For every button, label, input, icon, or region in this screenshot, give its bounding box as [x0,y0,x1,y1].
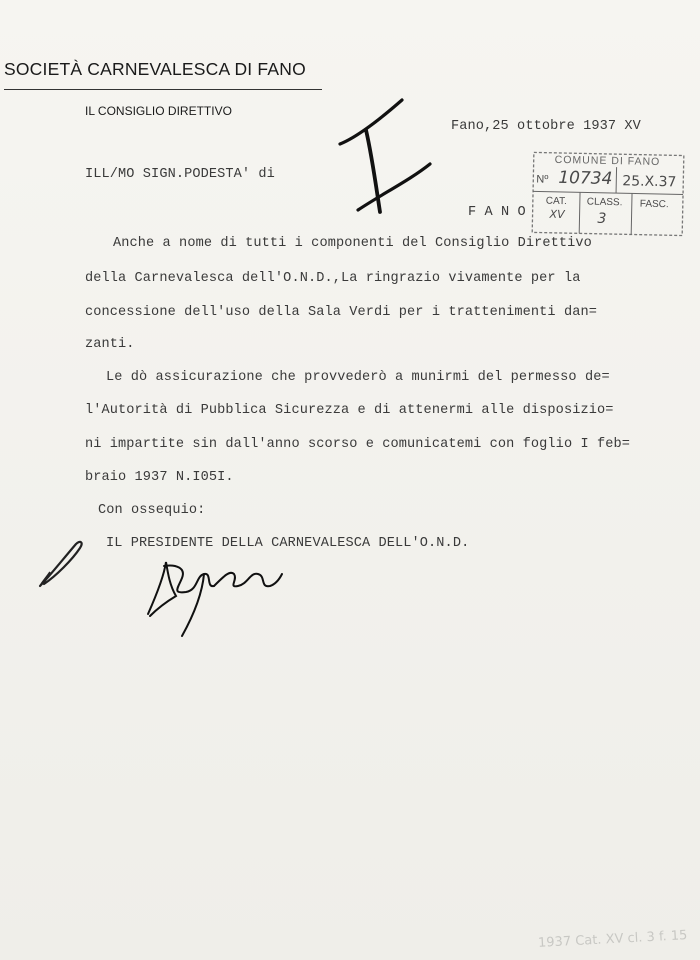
handwritten-roman-numeral-mark [336,94,436,222]
letter-closing: Con ossequio: [98,503,206,518]
stamp-fasc-label: FASC. [639,198,669,211]
stamp-number-label: Nº [536,173,549,186]
body-line: concessione dell'uso della Sala Verdi per i trattenimenti dan= [85,305,597,320]
stamp-date: 25.X.37 [622,173,677,191]
signature-title: IL PRESIDENTE DELLA CARNEVALESCA DELL'O.N.D. [106,536,470,551]
stamp-cat-value: XV [549,207,565,222]
stamp-cat-label: CAT. [545,195,567,208]
body-line: ni impartite sin dall'anno scorso e comunicatemi con foglio I feb= [85,437,630,452]
stamp-class-label: CLASS. [586,196,623,209]
stamp-header: COMUNE DI FANO [554,153,661,169]
letter-place: F A N O [468,205,526,220]
stamp-class-value: 3 [597,210,607,227]
body-line: della Carnevalesca dell'O.N.D.,La ringrazio vivamente per la [85,271,581,286]
letter-addressee: ILL/MO SIGN.PODESTA' di [85,167,275,182]
letter-date: Fano,25 ottobre 1937 XV [451,119,641,134]
body-line: Anche a nome di tutti i componenti del Consiglio Direttivo [113,236,592,251]
handwritten-signature [142,556,287,640]
faded-archive-note: 1937 Cat. XV cl. 3 f. 15 [537,928,688,951]
protocol-stamp [531,151,688,238]
body-line: Le dò assicurazione che provvederò a munirmi del permesso de= [106,370,610,385]
letterhead-subtitle: IL CONSIGLIO DIRETTIVO [85,104,232,118]
letterhead-rule [4,89,322,90]
body-line: zanti. [85,337,135,352]
pen-mark-icon [36,538,88,590]
letterhead-title: SOCIETÀ CARNEVALESCA DI FANO [4,59,306,79]
body-line: l'Autorità di Pubblica Sicurezza e di attenermi alle disposizio= [85,403,614,418]
stamp-number: 10734 [558,167,613,190]
body-line: braio 1937 N.I05I. [85,470,234,485]
